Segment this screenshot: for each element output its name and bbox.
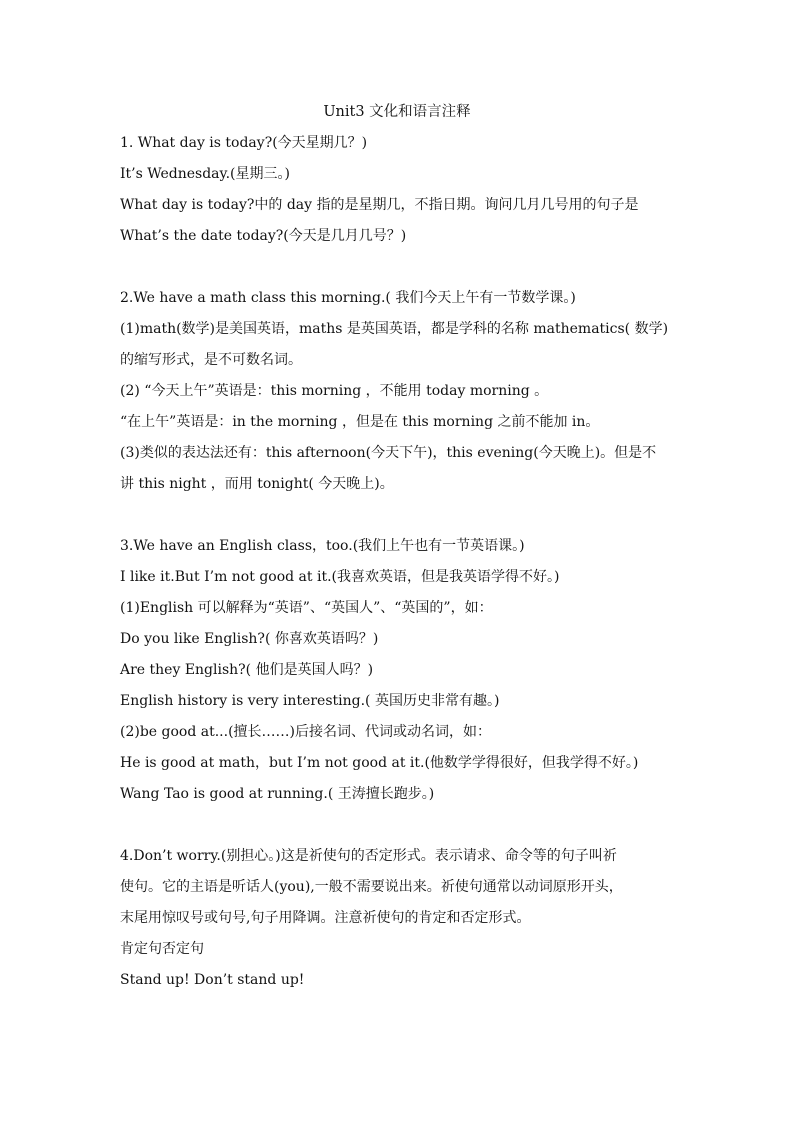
text-line: Do you like English?( 你喜欢英语吗？) — [120, 631, 379, 647]
blank-line — [120, 256, 676, 287]
text-line: Are they English?( 他们是英国人吗？) — [120, 662, 374, 678]
text-line: (1)English 可以解释为“英语”、“英国人”、“英国的”，如： — [120, 600, 493, 616]
text-line: Stand up! Don’t stand up! — [120, 972, 305, 988]
document-body — [120, 132, 676, 1000]
text-line: 2.We have a math class this morning.( 我们今天上午有一节数学课。) — [120, 290, 576, 306]
text-line: 4.Don’t worry.(别担心。)这是祈使句的否定形式。表示请求、命令等的句子叫祈 — [120, 848, 617, 864]
text-line: Wang Tao is good at running.( 王涛擅长跑步。) — [120, 786, 435, 802]
text-line: 肯定句否定句 — [120, 941, 204, 957]
text-line: I like it.But I’m not good at it.(我喜欢英语，但是我英语学得不好。) — [120, 569, 560, 585]
document-title: Unit3 文化和语言注释 — [323, 104, 471, 120]
text-line: (3)类似的表达法还有：this afternoon(今天下午)，this evening(今天晚上)。但是不 — [120, 445, 657, 461]
text-line: 的缩写形式，是不可数名词。 — [120, 352, 302, 368]
text-line: 1. What day is today?(今天星期几？) — [120, 135, 368, 151]
text-line: What day is today?中的 day 指的是星期几，不指日期。询问几月几号用的句子是 — [120, 197, 639, 213]
text-line: “在上午”英语是：in the morning ，但是在 this morning 之前不能加 in。 — [120, 414, 600, 430]
text-line: What’s the date today?(今天是几月几号？) — [120, 228, 407, 244]
text-line: English history is very interesting.( 英国历史非常有趣。) — [120, 693, 500, 709]
text-line: (2) “今天上午”英语是：this morning ，不能用 today morning 。 — [120, 383, 549, 399]
text-line: (2)be good at...(擅长……)后接名词、代词或动名词，如： — [120, 724, 492, 740]
text-line: 末尾用惊叹号或句号,句子用降调。注意祈使句的肯定和否定形式。 — [120, 910, 531, 926]
text-line: It’s Wednesday.(星期三。) — [120, 166, 290, 182]
text-line: He is good at math，but I’m not good at it.(他数学学得很好，但我学得不好。) — [120, 755, 639, 771]
blank-line — [120, 504, 676, 535]
blank-line — [120, 814, 676, 845]
text-line: (1)math(数学)是美国英语，maths 是英国英语，都是学科的名称 mathematics( 数学) — [120, 321, 669, 337]
text-line: 讲 this night ，而用 tonight( 今天晚上)。 — [120, 476, 394, 492]
text-line: 3.We have an English class，too.(我们上午也有一节英语课。) — [120, 538, 525, 554]
text-line: 使句。它的主语是听话人(you),一般不需要说出来。祈使句通常以动词原形开头， — [120, 879, 623, 895]
